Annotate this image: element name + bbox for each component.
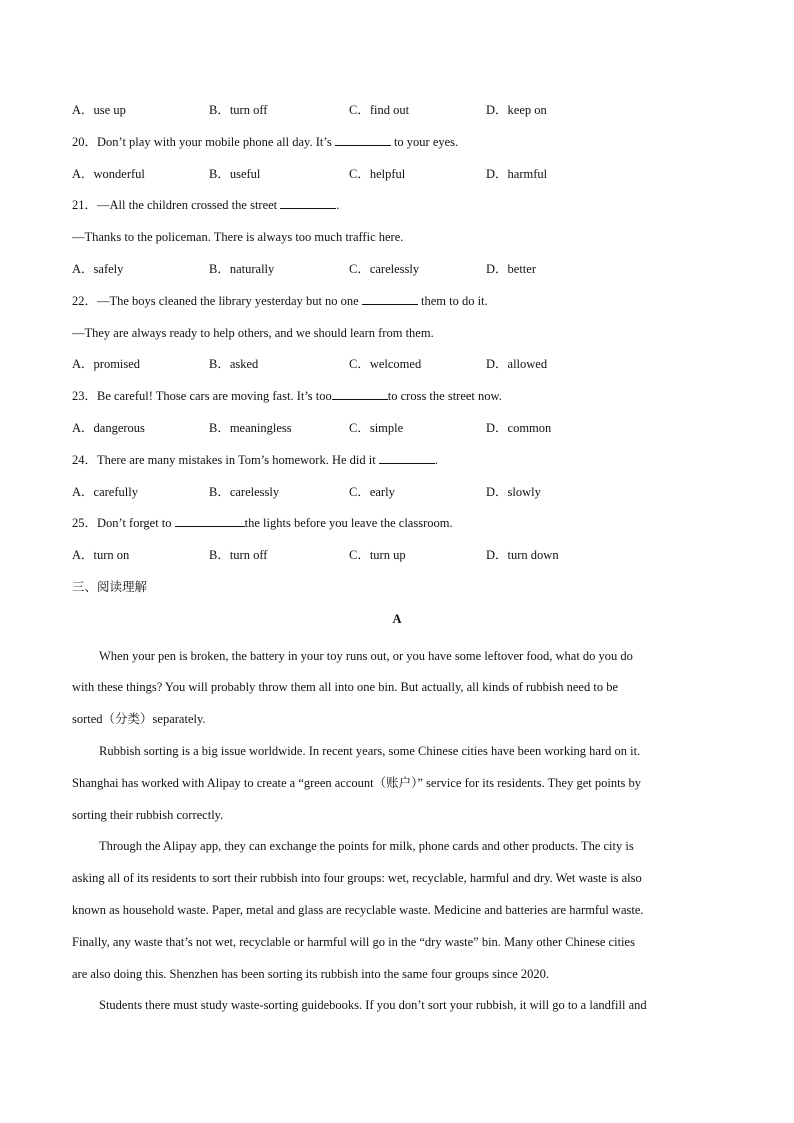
passage-line: are also doing this. Shenzhen has been sorting its rubbish into the same four groups since 2020. [72,966,550,981]
q20-stem [72,132,722,164]
passage-line: sorting their rubbish correctly. [72,807,224,822]
q19-options [72,100,722,132]
section-title: 三、阅读理解 [72,578,148,594]
q24-option-a[interactable]: A．carefully [72,484,138,499]
q21-stem [72,195,722,227]
q20-option-b[interactable]: B．useful [209,166,261,181]
passage-line: Shanghai has worked with Alipay to create a “green account（账户）” service for its residents. They get points by [72,775,642,790]
passage-line: known as household waste. Paper, metal and glass are recyclable waste. Medicine and batteries are harmful waste. [72,902,644,917]
passage-paragraph [72,831,722,990]
q21-option-a[interactable]: A．safely [72,261,124,276]
q25-blank[interactable] [175,514,245,527]
q24-options [72,482,722,514]
q20-option-c[interactable]: C．helpful [349,166,406,181]
q21-blank[interactable] [280,196,336,209]
q25-option-b[interactable]: B．turn off [209,548,268,563]
passage-paragraph [72,641,722,736]
q23-option-a[interactable]: A．dangerous [72,420,145,435]
q24-blank[interactable] [379,451,435,464]
q23-option-d[interactable]: D．common [486,420,552,435]
q22-stem [72,291,722,323]
q24-stem-text: 24．There are many mistakes in Tom’s homework. He did it [72,452,379,467]
q24-stem [72,450,722,482]
q20-stem-text-end: to your eyes. [390,134,459,149]
q22-stem-text: 22．—The boys cleaned the library yesterday but no one [72,293,362,308]
q24-option-c[interactable]: C．early [349,484,395,499]
q25-stem-text-end: the lights before you leave the classroom. [244,516,453,531]
q23-stem-text-end: to cross the street now. [387,389,502,404]
passage-line: with these things? You will probably throw them all into one bin. But actually, all kinds of rubbish need to be [72,680,618,695]
q22-options [72,354,722,386]
q21-reply: —Thanks to the policeman. There is always too much traffic here. [72,230,404,245]
q23-option-b[interactable]: B．meaningless [209,420,292,435]
q24-option-d[interactable]: D．slowly [486,484,541,499]
q20-options [72,164,722,196]
q21-options [72,259,722,291]
q19-option-d[interactable]: D．keep on [486,103,547,117]
q25-option-d[interactable]: D．turn down [486,548,559,563]
q19-option-a[interactable]: A．use up [72,103,126,117]
q21-option-c[interactable]: C．carelessly [349,261,420,276]
q20-option-d[interactable]: D．harmful [486,166,548,181]
q23-options [72,418,722,450]
q20-stem-text: 20．Don’t play with your mobile phone all day. It’s [72,134,335,149]
q25-option-c[interactable]: C．turn up [349,548,406,563]
q25-option-a[interactable]: A．turn on [72,548,130,563]
passage-line: Rubbish sorting is a big issue worldwide. In recent years, some Chinese cities have been working hard on it. [99,743,641,758]
q22-option-a[interactable]: A．promised [72,357,141,372]
q22-reply: —They are always ready to help others, and we should learn from them. [72,325,434,340]
q23-option-c[interactable]: C．simple [349,420,404,435]
q25-stem [72,513,722,545]
q21-stem-text: 21．—All the children crossed the street [72,198,281,213]
q22-option-c[interactable]: C．welcomed [349,357,422,372]
q19-option-b[interactable]: B．turn off [209,103,268,117]
q21-stem-text-end: . [336,198,340,213]
passage-line: Students there must study waste-sorting guidebooks. If you don’t sort your rubbish, it will go to a landfill and [99,998,647,1013]
passage-line: Through the Alipay app, they can exchange the points for milk, phone cards and other products. The city is [99,839,634,854]
q24-stem-text-end: . [434,452,438,467]
q25-stem-text: 25．Don’t forget to [72,516,175,531]
passage-paragraph [72,990,722,1022]
passage-line: sorted（分类）separately. [72,712,206,727]
q23-stem [72,386,722,418]
q22-stem-text-end: them to do it. [417,293,488,308]
q22-option-d[interactable]: D．allowed [486,357,548,372]
q21-option-d[interactable]: D．better [486,261,536,276]
passage-line: Finally, any waste that’s not wet, recyclable or harmful will go in the “dry waste” bin. Many other Chinese cities [72,934,635,949]
q22-option-b[interactable]: B．asked [209,357,259,372]
passage-label: A [392,611,402,626]
passage-line: When your pen is broken, the battery in your toy runs out, or you have some leftover food, what do you do [99,648,633,663]
q25-options [72,545,722,577]
q24-option-b[interactable]: B．carelessly [209,484,280,499]
q23-blank[interactable] [332,387,388,400]
q22-blank[interactable] [362,292,418,305]
worksheet-page [72,100,722,1022]
q20-option-a[interactable]: A．wonderful [72,166,145,181]
q21-option-b[interactable]: B．naturally [209,261,275,276]
passage-line: asking all of its residents to sort their rubbish into four groups: wet, recyclable, harmful and dry. Wet waste is also [72,871,642,886]
passage [72,641,722,1023]
q23-stem-text: 23．Be careful! Those cars are moving fast. It’s too [72,389,332,404]
passage-paragraph [72,736,722,831]
q20-blank[interactable] [335,133,391,146]
q19-option-c[interactable]: C．find out [349,103,410,117]
